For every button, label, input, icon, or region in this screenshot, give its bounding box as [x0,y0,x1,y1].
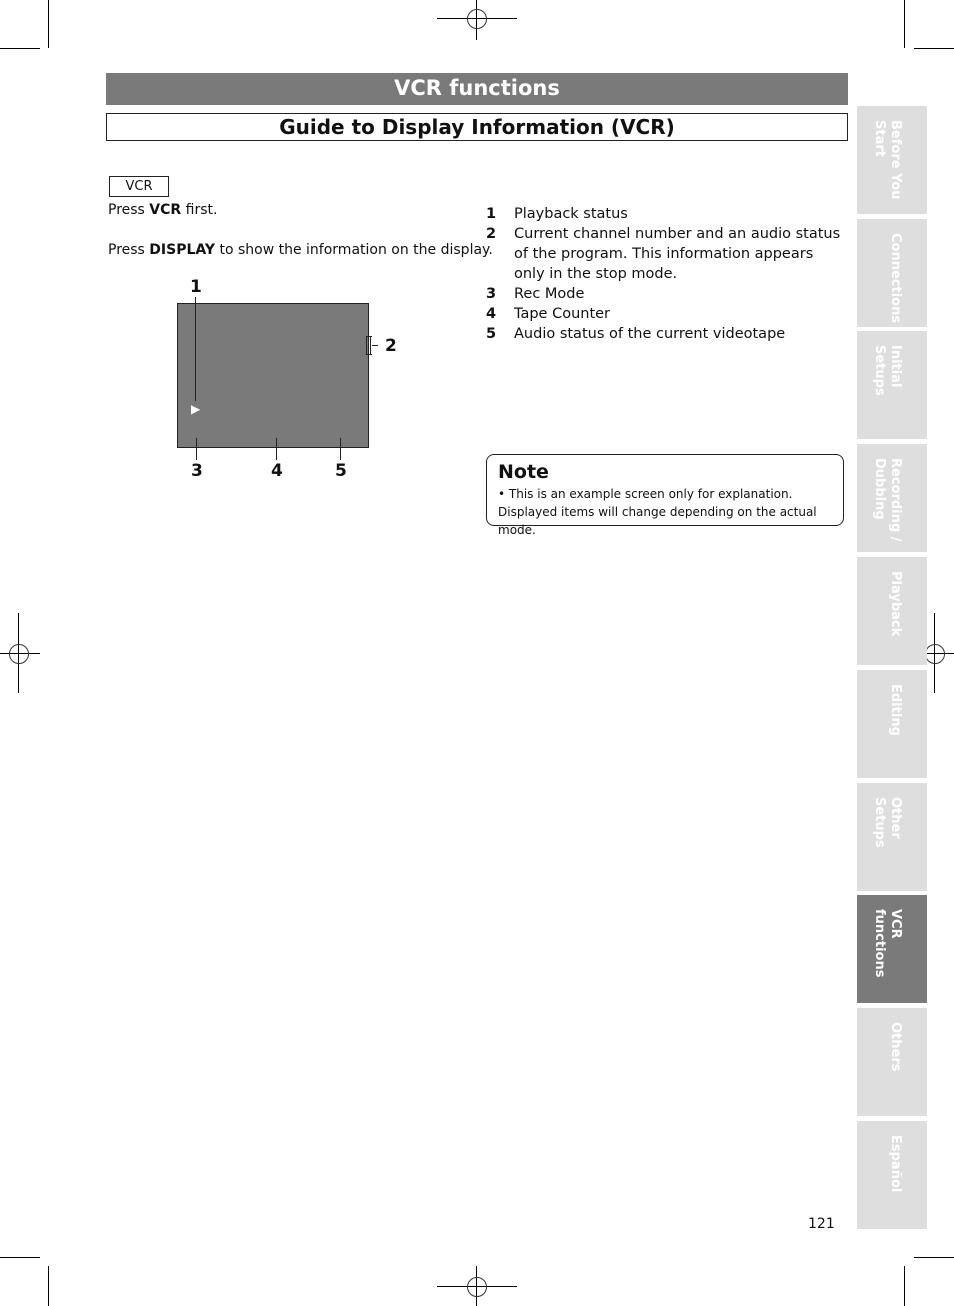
registration-mark [467,9,487,29]
side-tab-before-you-start[interactable] [857,106,927,214]
side-tab-label: Before You Start [872,120,903,200]
side-tab-label: Other Setups [872,797,903,848]
instruction-step-2 [108,241,493,259]
legend-number: 3 [486,286,497,302]
legend-text: Audio status of the current videotape [514,326,786,342]
side-tab-label: Initial Setups [872,345,903,396]
side-tab-initial-setups[interactable] [857,331,927,439]
side-tab-label: Editing [888,684,903,736]
side-tab-label: Others [888,1022,903,1072]
callout-3: 3 [191,461,203,481]
legend-text: Current channel number and an audio status of the program. This information appears only in the stop mode. [514,226,841,282]
step2-pre: Press [108,242,150,258]
side-tab-espanol[interactable] [857,1121,927,1229]
legend-number: 4 [486,306,497,322]
instruction-step-1 [108,201,217,219]
legend-item [486,284,844,304]
callout-2-bracket [370,336,371,355]
side-tab-playback[interactable] [857,557,927,665]
step1-pre: Press [108,202,150,218]
legend-item [486,224,844,284]
legend-text: Rec Mode [514,286,585,302]
crop-mark [904,1266,905,1306]
side-tab-other-setups[interactable] [857,783,927,891]
callout-1-leader [195,297,196,401]
registration-mark [9,644,29,664]
side-tab-recording-dubbing[interactable] [857,444,927,552]
legend-item [486,204,844,224]
side-tab-label: VCR functions [872,909,903,978]
note-box [486,454,844,537]
side-tab-label: Español [888,1135,903,1193]
side-tab-label: Recording / Dubbing [872,458,903,542]
callout-5-leader [340,438,341,460]
side-tab-others[interactable] [857,1008,927,1116]
crop-mark [0,48,40,49]
callout-3-leader [196,438,197,460]
section-title: VCR functions [106,73,848,105]
legend-number: 2 [486,226,497,242]
legend-text: Tape Counter [514,306,611,322]
registration-mark [467,1277,487,1297]
side-tab-editing[interactable] [857,670,927,778]
crop-mark [914,48,954,49]
crop-mark [904,0,905,48]
display-key-name: DISPLAY [149,242,216,258]
tv-screen-diagram [177,303,369,448]
page-title: Guide to Display Information (VCR) [106,113,848,141]
note-title: Note [498,461,549,483]
page-number: 121 [808,1216,835,1232]
legend-text: Playback status [514,206,628,222]
crop-mark [48,1266,49,1306]
registration-mark [925,644,945,664]
callout-1: 1 [190,277,202,297]
crop-mark [0,1257,40,1258]
vcr-key-name: VCR [149,202,182,218]
legend-number: 1 [486,206,497,222]
callout-2: 2 [385,336,397,356]
crop-mark [48,0,49,48]
callout-4: 4 [271,461,283,481]
callout-2-leader [372,345,378,346]
side-tab-vcr-functions[interactable] [857,895,927,1003]
note-text: • This is an example screen only for explanation. Displayed items will change depending on the actual mode. [498,487,817,537]
legend-item [486,304,844,324]
step1-post: first. [181,202,218,218]
crop-mark [914,1257,954,1258]
display-legend-list [486,204,844,344]
play-status-icon: ▶ [191,402,201,416]
side-tab-connections[interactable] [857,219,927,327]
side-tab-label: Playback [888,571,903,637]
legend-item [486,324,844,344]
step2-post: to show the information on the display. [215,242,493,258]
callout-4-leader [276,438,277,460]
callout-5: 5 [335,461,347,481]
vcr-mode-tag: VCR [109,176,169,197]
legend-number: 5 [486,326,497,342]
side-tab-label: Connections [888,233,903,324]
